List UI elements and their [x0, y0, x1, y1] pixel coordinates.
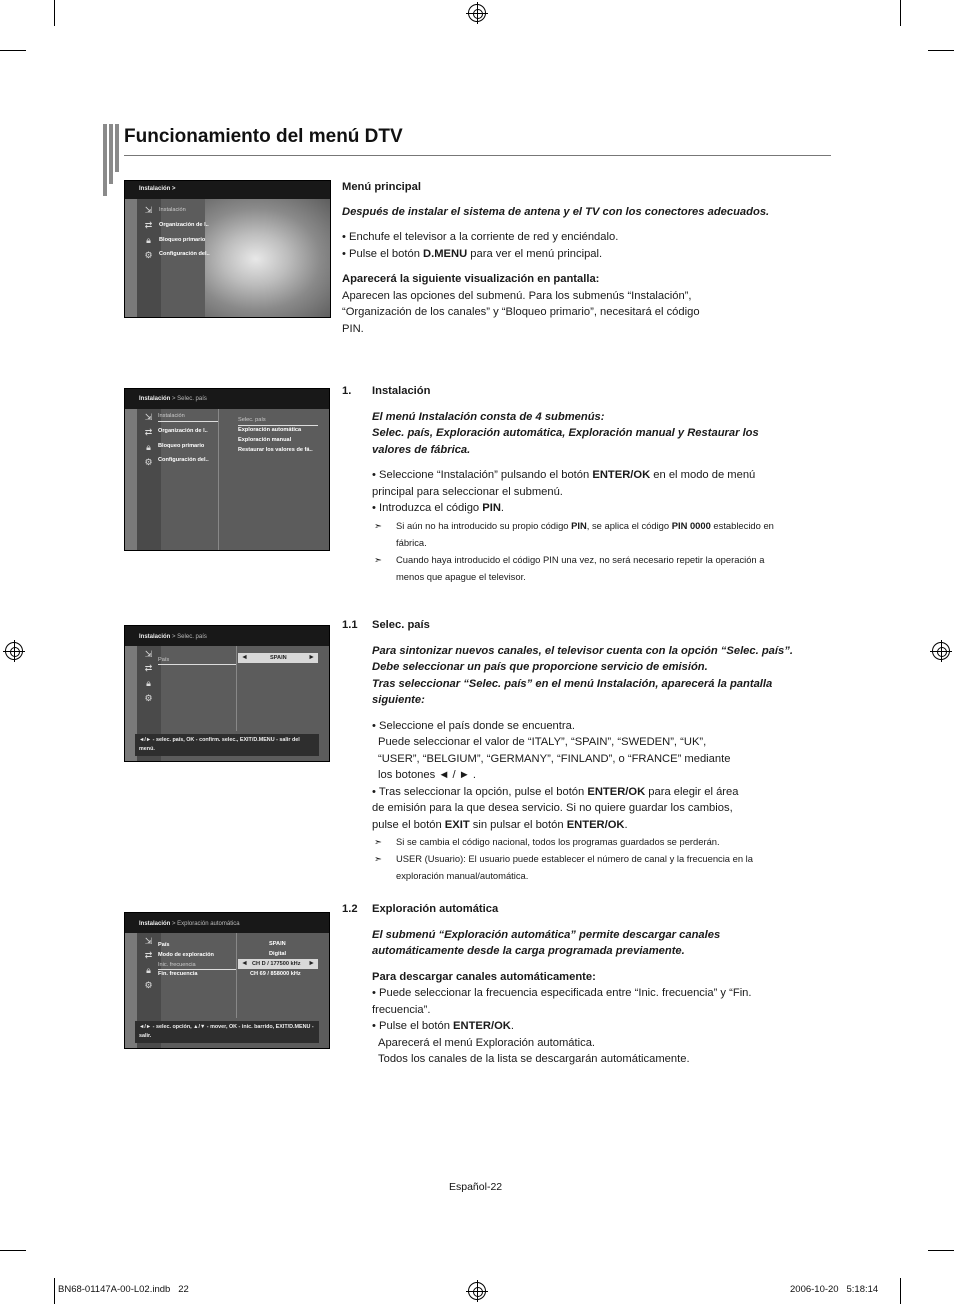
- channel-icon: ⇄: [144, 663, 153, 673]
- section-intro: Para sintonizar nuevos canales, el televisor cuenta con la opción “Selec. país”. Debe seleccionar un país que proporcione servicio de emisión.: [372, 644, 793, 673]
- screen-breadcrumb-sub: > Exploración automática: [170, 921, 240, 927]
- scan-option-label: País: [158, 942, 170, 948]
- antenna-icon: ⇲: [144, 412, 153, 422]
- section-number: 1.2: [342, 903, 358, 915]
- menu-item[interactable]: Bloqueo primario: [158, 443, 205, 449]
- arrow-left-icon[interactable]: ◄: [241, 654, 248, 661]
- section-intro: Selec. país, Exploración automática, Exploración manual y Restaurar los valores de fábrica.: [372, 427, 759, 456]
- note-arrow-icon: ➣: [374, 553, 382, 565]
- country-selector[interactable]: [238, 653, 318, 663]
- channel-icon: ⇄: [144, 220, 153, 230]
- screen-breadcrumb: Instalación: [139, 921, 171, 927]
- tv-screen-installation: [124, 388, 330, 551]
- bullet: • Seleccione “Instalación” pulsando el botón ENTER/OK en el modo de menú principal para seleccionar el submenú.: [372, 469, 756, 498]
- section-intro: Tras seleccionar “Selec. país” en el menú Instalación, aparecerá la pantalla siguiente:: [372, 677, 773, 706]
- menu-item[interactable]: Configuración del..: [158, 457, 209, 463]
- note: ➣ Si se cambia el código nacional, todos los programas guardados se perderán.: [342, 833, 786, 850]
- channel-icon: ⇄: [144, 950, 153, 960]
- bullet: • Introduzca el código PIN.: [372, 502, 505, 514]
- section-number: 1.1: [342, 619, 358, 631]
- settings-icon: ⚙: [144, 693, 153, 703]
- lock-icon: 🔒︎: [146, 965, 151, 975]
- settings-icon: ⚙: [144, 250, 153, 260]
- section-heading: Selec. país: [372, 619, 430, 631]
- file-info: BN68-01147A-00-L02.indb 22: [58, 1284, 189, 1295]
- screen-breadcrumb: Instalación: [139, 396, 171, 402]
- tv-screen-auto-scan: [124, 912, 330, 1049]
- section-heading: Exploración automática: [372, 903, 499, 915]
- crop-mark: [54, 0, 55, 26]
- scan-option-value: SPAIN: [269, 941, 286, 947]
- timestamp: 2006-10-20 5:18:14: [790, 1284, 879, 1295]
- crop-mark: [900, 1278, 901, 1304]
- crop-mark: [900, 0, 901, 26]
- bullet: • Puede seleccionar la frecuencia especificada entre “Inic. frecuencia” y “Fin. frecuencia”.: [372, 987, 752, 1016]
- antenna-icon: ⇲: [144, 205, 153, 215]
- bullet-continuation: Aparecerá el menú Exploración automática.: [378, 1036, 596, 1049]
- screen-breadcrumb-sub: > Selec. país: [170, 396, 207, 402]
- section-heading: Menú principal: [342, 181, 421, 193]
- note-arrow-icon: ➣: [374, 836, 382, 847]
- section-intro: El submenú “Exploración automática” permite descargar canales automáticamente desde la carga programada previamente.: [372, 928, 721, 957]
- scan-option-value: CH D / 177500 kHz: [252, 961, 301, 967]
- note-arrow-icon: ➣: [374, 853, 382, 864]
- menu-item[interactable]: Instalación: [158, 413, 185, 419]
- heading-bar: [109, 124, 113, 184]
- menu-item[interactable]: Instalación: [159, 207, 186, 213]
- frequency-selector[interactable]: [238, 959, 318, 969]
- scan-option-label: Fin. frecuencia: [158, 971, 198, 977]
- lock-icon: 🔒︎: [146, 235, 151, 245]
- crop-mark: [54, 1278, 55, 1304]
- scan-option-label: Inic. frecuencia: [158, 962, 196, 968]
- section-auto-scan: [342, 901, 812, 1068]
- submenu-item[interactable]: Selec. país: [238, 417, 266, 423]
- submenu-item[interactable]: Exploración manual: [238, 437, 292, 443]
- page-title: Funcionamiento del menú DTV: [124, 126, 403, 147]
- bullet: • Tras seleccionar la opción, pulse el botón ENTER/OK para elegir el área de emisión para la que desea servicio. Si no quiere guardar los cambios, pulse el botón EXIT sin pulsar el botón ENTER/OK.: [372, 785, 739, 831]
- tv-screen-main-menu: [124, 180, 331, 318]
- settings-icon: ⚙: [144, 457, 153, 467]
- registration-mark-icon: [932, 642, 950, 660]
- lock-icon: 🔒︎: [146, 442, 151, 452]
- arrow-right-icon[interactable]: ►: [308, 960, 315, 967]
- tv-screen-country-select: [124, 625, 330, 762]
- page-number: Español-22: [449, 1181, 503, 1193]
- registration-mark-icon: [468, 1282, 486, 1300]
- note: ➣ USER (Usuario): El usuario puede establecer el número de canal y la frecuencia en la exploración manual/automática.: [342, 850, 786, 884]
- bullet-continuation: Puede seleccionar el valor de “ITALY”, “SPAIN”, “SWEDEN”, “UK”, “USER”, “BELGIUM”, “GERMANY”, “FINLAND”, o “FRANCE” mediante los botones ◄ / ► .: [378, 736, 731, 781]
- settings-icon: ⚙: [144, 980, 153, 990]
- country-value: SPAIN: [270, 655, 287, 661]
- scan-option-label: Modo de exploración: [158, 952, 214, 958]
- note: ➣ Cuando haya introducido el código PIN una vez, no será necesario repetir la operación a menos que apague el televisor.: [342, 551, 786, 585]
- subheading: Aparecerá la siguiente visualización en pantalla:: [342, 273, 600, 285]
- screen-breadcrumb: Instalación >: [139, 186, 176, 192]
- screen-breadcrumb-sub: > Selec. país: [170, 634, 207, 640]
- heading-bar: [115, 124, 119, 172]
- crop-mark: [0, 1250, 26, 1251]
- menu-item[interactable]: Organización de l..: [158, 428, 208, 434]
- heading-bar: [103, 124, 107, 196]
- section-number: 1.: [342, 385, 352, 397]
- scan-option-value: CH 69 / 858000 kHz: [250, 971, 301, 977]
- channel-icon: ⇄: [144, 427, 153, 437]
- paragraph: Aparecen las opciones del submenú. Para los submenús “Instalación”, “Organización de los canales” y “Bloqueo primario”, necesitará el código PIN.: [342, 289, 700, 335]
- lock-icon: 🔒︎: [146, 678, 151, 688]
- arrow-right-icon[interactable]: ►: [308, 654, 315, 661]
- section-intro: Después de instalar el sistema de antena y el TV con los conectores adecuados.: [342, 205, 770, 218]
- arrow-left-icon[interactable]: ◄: [241, 960, 248, 967]
- crop-mark: [928, 50, 954, 51]
- section-main-menu: [342, 179, 812, 337]
- hint-bar: ◄/► - selec. país, OK - confirm. selec., EXIT/D.MENU - salir del menú.: [135, 734, 319, 756]
- submenu-item[interactable]: Exploración automática: [238, 427, 302, 433]
- section-intro: El menú Instalación consta de 4 submenús:: [372, 410, 605, 423]
- menu-item[interactable]: Configuración del..: [159, 251, 210, 257]
- bullet: • Pulse el botón D.MENU para ver el menú principal.: [342, 247, 603, 260]
- bullet: • Seleccione el país donde se encuentra.: [372, 719, 575, 732]
- registration-mark-icon: [5, 642, 23, 660]
- note-arrow-icon: ➣: [374, 519, 382, 531]
- scan-option-value: Digital: [269, 951, 287, 957]
- menu-item[interactable]: Bloqueo primario: [159, 237, 206, 243]
- hint-bar: ◄/► - selec. opción, ▲/▼ - mover, OK - inic. barrido, EXIT/D.MENU - salir.: [135, 1021, 319, 1043]
- crop-mark: [0, 50, 26, 51]
- heading-rule: [124, 155, 831, 156]
- registration-mark-icon: [468, 4, 486, 22]
- bullet-continuation: Todos los canales de la lista se descargarán automáticamente.: [378, 1053, 690, 1065]
- section-country-select: [342, 617, 812, 884]
- antenna-icon: ⇲: [144, 936, 153, 946]
- screen-background-glow: [205, 199, 331, 318]
- screen-breadcrumb: Instalación: [139, 634, 171, 640]
- country-label: País: [158, 657, 170, 663]
- antenna-icon: ⇲: [144, 649, 153, 659]
- bullet: • Pulse el botón ENTER/OK.: [372, 1020, 514, 1032]
- section-heading: Instalación: [372, 385, 431, 397]
- note: ➣ Si aún no ha introducido su propio código PIN, se aplica el código PIN 0000 establecido en fábrica.: [342, 517, 786, 551]
- menu-item[interactable]: Organización de l..: [159, 222, 209, 228]
- section-installation: [342, 383, 812, 585]
- subheading: Para descargar canales automáticamente:: [372, 970, 596, 983]
- bullet: • Enchufe el televisor a la corriente de red y enciéndalo.: [342, 231, 619, 243]
- crop-mark: [928, 1250, 954, 1251]
- submenu-item[interactable]: Restaurar los valores de fá..: [238, 447, 313, 453]
